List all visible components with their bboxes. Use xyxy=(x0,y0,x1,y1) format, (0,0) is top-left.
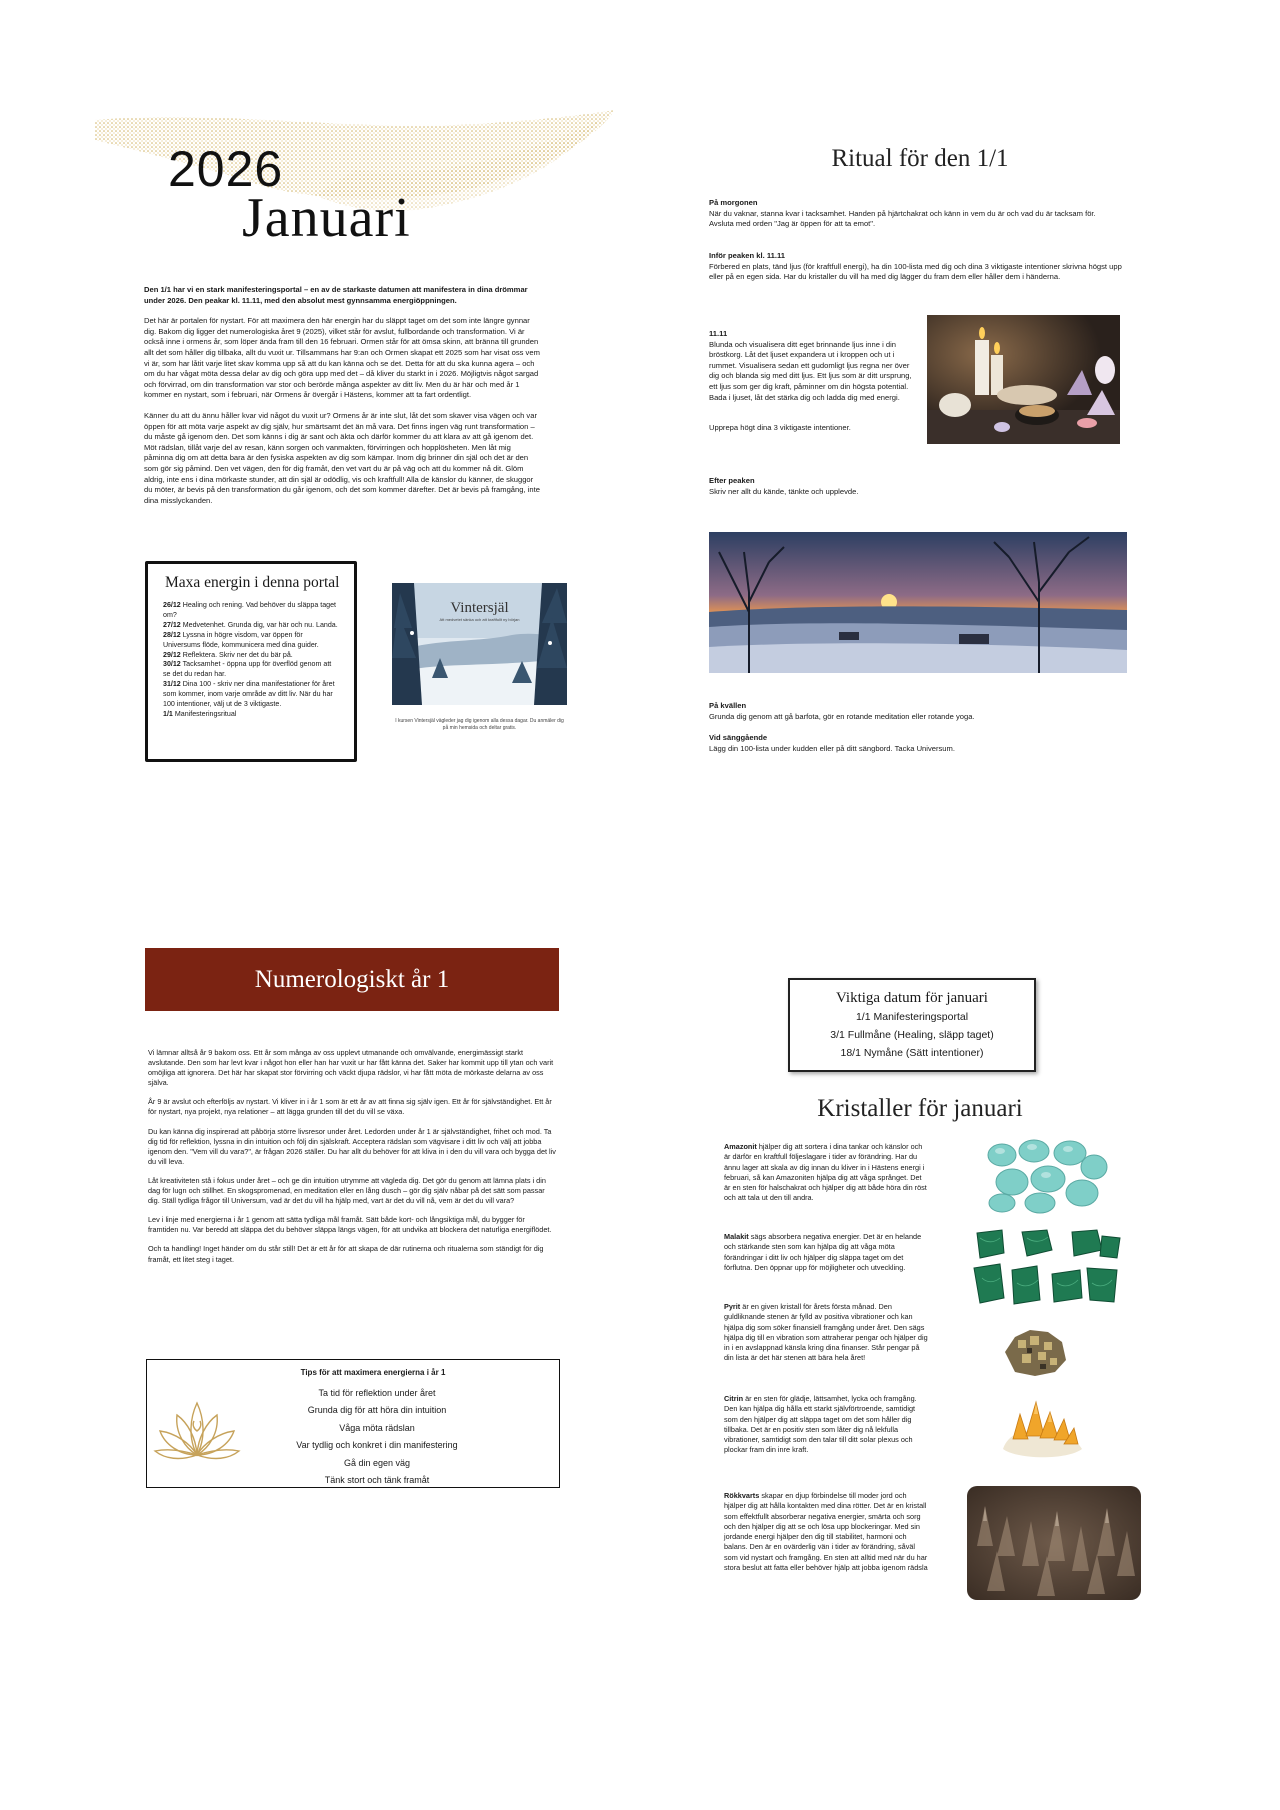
tips-list xyxy=(252,1385,502,1489)
amazonit-image xyxy=(982,1137,1110,1215)
ritual-morning: På morgonen När du vaknar, stanna kvar i tacksamhet. Handen på hjärtchakrat och känn in vem du är och vad du är tacksam för. Avsluta med orden "Jag är öppen för att ta emot". xyxy=(709,198,1096,229)
vintersjal-caption: I kursen Vintersjäl vägleder jag dig igenom alla dessa dagar. Du anmäler dig på min hemsida och deltar gratis. xyxy=(395,718,564,731)
lotus-icon xyxy=(150,1393,245,1468)
list-item: 1/1 Manifesteringsritual xyxy=(163,709,237,718)
numerology-banner: Numerologiskt år 1 xyxy=(145,948,559,1011)
year-heading: 2026 xyxy=(168,141,284,197)
list-item: 29/12 Reflektera. Skriv ner det du bär på. xyxy=(163,650,293,659)
numerology-paragraph: Vi lämnar alltså år 9 bakom oss. Ett år som många av oss upplevt utmanande och omvälvande, energimässigt starkt avslutande. Den som har levt kvar i något hon eller han har vuxit ur har fått känna det. Saker har kommit upp till ytan och varit omöjliga att ignorera. Det här har skapat stor förvirring och väckt djupa rädslor, vi har fått möta de mörkaste delarna av oss själva. xyxy=(148,1048,554,1088)
ritual-1111: 11.11 Blunda och visualisera ditt eget brinnande ljus inne i din bröstkorg. Låt det ljuset expandera ut i kroppen och ut i rummet. Visualisera sedan ett gudomligt ljus regna ner över dig och blanda sig med ditt ljus. Ett ljus som är ditt ursprung, ett ljus som ger dig kraft, påminner om din högsta potential. Bada i ljuset, låt det stärka dig och ladda dig med energi. xyxy=(709,329,912,402)
date-item: 18/1 Nymåne (Sätt intentioner) xyxy=(840,1047,984,1059)
maxa-energin-box xyxy=(145,561,357,762)
vintersjal-subtitle: Att medvetet sänka och att kraftfullt ny början xyxy=(439,617,520,622)
numerology-text xyxy=(148,1048,556,1274)
crystal-rokkvarts-text: Rökkvarts skapar en djup förbindelse till moder jord och hjälper dig att hålla kontakten med dina rötter. Det är en kristall som effektfullt absorberar negativa energier, smärta och sorg och den hjälper dig att se och lösa upp blockeringar. Med sin jordande energi hjälper den dig till stabilitet, harmoni och balans. Den är en ovärderlig vän i tider av förändring, såväl som vid nystart och framgång. En sten att alltid med när du har stora beslut att fatta eller behöver hjälp att jobba igenom rädsla xyxy=(724,1491,928,1573)
list-item: Tänk stort och tänk framåt xyxy=(324,1475,430,1486)
list-item: Gå din egen väg xyxy=(343,1457,411,1468)
list-item: 27/12 Medvetenhet. Grunda dig, var här och nu. Landa. xyxy=(163,620,338,629)
ritual-title: Ritual för den 1/1 xyxy=(831,145,1009,172)
numerology-paragraph: År 9 är avslut och efterföljs av nystart. Vi kliver in i år 1 som är ett år av att finna sig själv igen. Ett år för självständighet. Ett år för nystart, nya projekt, nya relationer – att lägga grunden till det du vill se växa. xyxy=(148,1097,552,1117)
crystal-pyrit-text: Pyrit är en given kristall för årets första månad. Den guldliknande stenen är fylld av positiva vibrationer och kan hjälpa dig som söker finansiell framgång under året. Den sägs hjälpa dig till en vibration som attraherar pengar och hjälper dig in i en avslappnad känsla kring dina finanser. Står pengar på din lista är det här stenen att bära hela året! xyxy=(724,1302,928,1363)
list-item: 28/12 Lyssna in högre visdom, var öppen för Universums flöde, kommunicera med dina guider. xyxy=(163,630,319,649)
list-item: 31/12 Dina 100 - skriv ner dina manifestationer för året som kommer, inom varje område av ditt liv. När du har 100 intentioner, välj ut de 3 viktigaste. xyxy=(163,680,335,709)
winter-sunset-image xyxy=(709,532,1127,673)
crystals-title: Kristaller för januari xyxy=(817,1095,1023,1122)
important-dates-box xyxy=(788,978,1036,1072)
malakit-image xyxy=(972,1228,1122,1308)
numerology-paragraph: Och ta handling! Inget händer om du står still! Det är ett år för att skapa de där rutinerna och ritualerna som ständigt för dig framåt, ett litet steg i taget. xyxy=(148,1244,544,1264)
tips-title: Tips för att maximera energierna i år 1 xyxy=(300,1368,446,1377)
intro-text xyxy=(144,285,540,516)
numerology-paragraph: Låt kreativiteten stå i fokus under året – och ge din intuition utrymme att vägleda dig. Det gör du genom att lämna plats i din dag för lugn och stillhet. En skogspromenad, en meditation eller en lång dusch – gör dig själv nåbar på det sätt som passar dig. Ställ tydliga frågor till Universum, vad är det du vill ha hjälp med, vart är det du vill nå, vem är det du vill vara? xyxy=(148,1175,546,1206)
list-item: 30/12 Tacksamhet - öppna upp för överflöd genom att se det du redan har. xyxy=(163,660,332,679)
date-item: 3/1 Fullmåne (Healing, släpp taget) xyxy=(830,1029,994,1041)
month-heading: Januari xyxy=(242,187,411,249)
numerology-paragraph: Du kan känna dig inspirerad att påbörja större livsresor under året. Ledorden under år 1 är självständighet, frihet och mod. Ta dig tid för reflektion, lyssna in din intuition och följ din själskraft. Acceptera rädslan som vägvisare i ditt liv och välj att jobba igenom den. "Vem vill du vara?", är frågan 2026 ställer. Du har allt du behöver för att kliva in i den du vill vara och bygga det liv du vill leva. xyxy=(148,1126,556,1166)
crystal-amazonit-text: Amazonit hjälper dig att sortera i dina tankar och känslor och är därför en kraftfull följeslagare i tider av förändring. Har du ännu lager att skala av dig innan du kliver in i Hästens energi i februari, så kan Amazoniten hjälpa dig att våga språnget. Det är en sten för halschakrat och hjälper dig att både höra din röst och att tala ut den till andra. xyxy=(724,1142,927,1203)
ritual-repeat: Upprepa högt dina 3 viktigaste intentioner. xyxy=(709,423,851,432)
vintersjal-title: Vintersjäl xyxy=(450,600,509,616)
vintersjal-image xyxy=(392,583,567,705)
crystal-citrin-text: Citrin är en sten för glädje, lättsamhet, lycka och framgång. Den kan hjälpa dig hålla ett starkt självförtroende, samtidigt som den hjälper dig att släppa taget om det som håller dig tillbaka. Det är en positiv sten som låter dig nå lekfulla vibrationer, samtidigt som den talar till ditt solar plexus och plockar fram din inre kraft. xyxy=(724,1394,917,1455)
ritual-after-peak: Efter peaken Skriv ner allt du kände, tänkte och upplevde. xyxy=(709,476,859,496)
ritual-bedtime: Vid sänggående Lägg din 100-lista under kudden eller på ditt sängbord. Tacka Universum. xyxy=(709,733,955,753)
intro-bold: Den 1/1 har vi en stark manifesteringsportal – en av de starkaste datumen att manifestera in dina drömmar under 2026. Den peakar kl. 11.11, med den absolut mest gynnsamma energiöppningen. xyxy=(144,285,528,305)
candles-image xyxy=(927,315,1120,444)
rokkvarts-image xyxy=(967,1486,1141,1600)
ritual-evening: På kvällen Grunda dig genom att gå barfota, gör en rotande meditation eller rotande yoga. xyxy=(709,701,975,721)
pyrit-image xyxy=(1000,1322,1070,1380)
citrin-image xyxy=(998,1394,1086,1464)
maxa-title: Maxa energin i denna portal xyxy=(165,574,340,591)
list-item: Grunda dig för att höra din intuition xyxy=(307,1405,447,1416)
list-item: Våga möta rädslan xyxy=(339,1422,415,1433)
list-item: Ta tid för reflektion under året xyxy=(318,1388,436,1398)
ritual-before-peak: Inför peaken kl. 11.11 Förbered en plats, tänd ljus (för kraftfull energi), ha din 100-lista med dig och dina 3 viktigaste intentioner skrivna högst upp eller på en egen sida. Har du kristaller du vill ha med dig lägger du fram dem eller håller dem i händerna. xyxy=(709,251,1122,282)
list-item: 26/12 Healing och rening. Vad behöver du släppa taget om? xyxy=(163,601,337,619)
intro-paragraph-2: Känner du att du ännu håller kvar vid något du vuxit ur? Ormens år är inte slut, låt det som skaver visa vägen och var öppen för att möta varje aspekt av dig själv, hur smärtsamt det än må vara. Det finns ingen väg runt transformation – du måste gå igenom den. Det som känns i dig är sant och äkta och därför kommer du att klara av att gå igenom det. Möt rädslan, tillåt varje del av resan, känn sorgen och vanmakten, förvirringen och hopplösheten. Men låt mig påminna dig om att detta bara är den fysiska aspekten av dig som kämpar. Inom dig brinner din själ och det är den som gör sig påmind. Den vet vägen, den för dig framåt, den vet vart du är på väg och att du kommer nå dit. Glöm aldrig, inte ens i dina mörkaste stunder, att din själ är odödlig, vis och kraftfull! Alla de känslor du känner, de skuggor du möter, är bevis på den transformation du går igenom, och det som kommer därefter. Det är bevis på framgång, inte dina misslyckanden. xyxy=(144,410,540,505)
dates-title: Viktiga datum för januari xyxy=(836,990,988,1006)
intro-paragraph-1: Det här är portalen för nystart. För att maximera den här energin har du släppt taget om det som inte längre gynnar dig. Bakom dig ligger det numerologiska året 9 (2025), vilket står för avslut, fullbordande och transformation. Vi är också inne i ormens år, som löper ända fram till den 16 februari. Ormen står för att ömsa skinn, att bränna till grunden allt det som håller dig tillbaka, allt du vuxit ur. Tillsammans har 9:an och Ormen skapat ett 2025 som har visat oss vem vi är, som har låtit varje litet skav komma upp så att du kan känna och se det. Detta för att du ska kunna agera – och om du har vågat möta dessa delar av dig och göra upp med det – då kliver du starkt in i 2026. Möjligtvis något sargad och förvirrad, om din transformation var stor och berörde många aspekter av ditt liv. Men du är här och med år 1 kommer en nystart, som i februari, när Ormens år övergår i Hästens, kommer att ta fart ordentligt. xyxy=(144,316,540,400)
list-item: Var tydlig och konkret i din manifestering xyxy=(296,1440,458,1451)
date-item: 1/1 Manifesteringsportal xyxy=(855,1011,969,1023)
crystal-malakit-text: Malakit sägs absorbera negativa energier. Det är en helande och stärkande sten som kan hjälpa dig att våga möta förändringar i ditt liv och hjälper dig släppa taget om det förflutna. Den öppnar upp för möjligheter och utveckling. xyxy=(724,1232,922,1272)
numerology-paragraph: Lev i linje med energierna i år 1 genom att sätta tydliga mål framåt. Sätt både kort- och långsiktiga mål, du bygger för framtiden nu. Var beredd att släppa det du behöver släppa längs vägen, för att undvika att blockera det naturliga energiflödet. xyxy=(148,1215,552,1235)
maxa-list xyxy=(163,601,340,720)
